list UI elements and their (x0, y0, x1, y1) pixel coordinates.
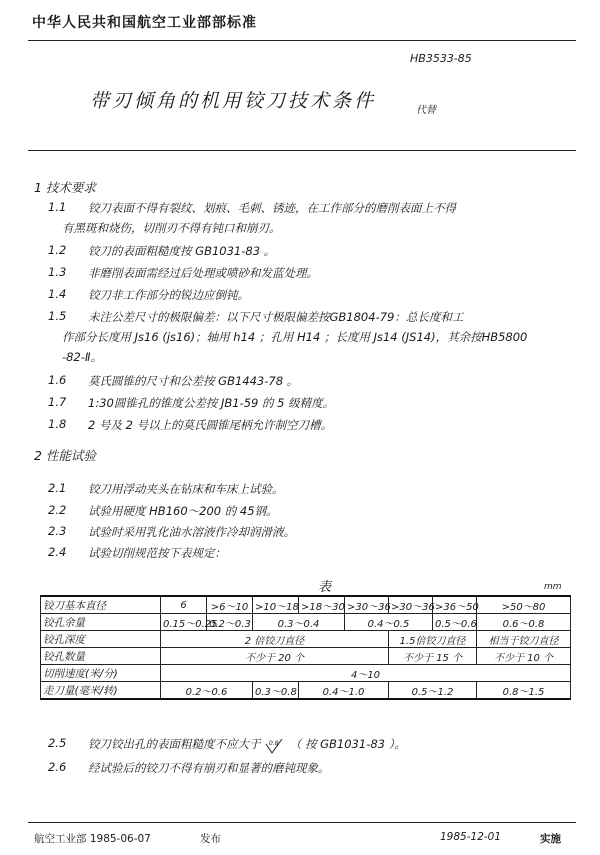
row-header: 铰孔余量 (41, 614, 161, 631)
section-heading: 2 性能试验 (34, 448, 96, 463)
table-cell: 不少于 10 个 (477, 648, 571, 665)
clause-text: 铰刀表面不得有裂纹、划痕、毛刺、锈迹，在工作部分的磨削表面上不得 (88, 201, 456, 215)
table-row (41, 648, 571, 665)
document-title: 带刃倾角的机用铰刀技术条件 (90, 90, 377, 112)
table-cell: 不少于 20 个 (161, 648, 389, 665)
clause-number: 1.8 (48, 417, 67, 431)
clause-text: 经试验后的铰刀不得有崩刃和显著的磨钝现象。 (88, 761, 330, 775)
clause-text-part: 铰刀铰出孔的表面粗糙度不应大于 (88, 737, 261, 751)
table-cell: >36～50 (433, 596, 477, 614)
table-cell: 0.4～1.0 (299, 682, 389, 700)
clause-number: 1.2 (48, 243, 67, 257)
clause-number: 1.5 (48, 309, 67, 323)
table-cell: 0.6～0.8 (477, 614, 571, 631)
table-cell: 1.5倍铰刀直径 (389, 631, 477, 648)
table-cell: >50～80 (477, 596, 571, 614)
table-caption: 表 (318, 580, 332, 595)
cutting-spec-table (40, 595, 571, 700)
roughness-value: 0.8 (269, 739, 279, 747)
clause-number: 1.7 (48, 395, 67, 409)
table-cell: 0.15～0.25 (161, 614, 207, 631)
clause-text-part: （ 按 GB1031-83 ）。 (289, 737, 406, 751)
table-cell: 0.5～0.6 (433, 614, 477, 631)
clause-text: 未注公差尺寸的极限偏差：以下尺寸极限偏差按GB1804-79：总长度和工 (88, 310, 464, 324)
row-header: 切削速度(米/分) (41, 665, 161, 682)
replaces-note: 代替 (416, 105, 436, 116)
table-cell: 0.2～0.6 (161, 682, 253, 700)
clause-number: 2.3 (48, 524, 67, 538)
clause-number: 2.5 (48, 736, 67, 750)
section-heading: 1 技术要求 (34, 180, 96, 195)
table-row (41, 596, 571, 614)
clause-number: 2.6 (48, 760, 67, 774)
row-header: 铰刀基本直径 (41, 596, 161, 614)
clause-text: 莫氏圆锥的尺寸和公差按 GB1443-78 。 (88, 374, 299, 388)
table-cell: 0.4～0.5 (345, 614, 433, 631)
clause-number: 1.4 (48, 287, 67, 301)
clause-text: 2 号及 2 号以上的莫氏圆锥尾柄允许制空刀槽。 (88, 418, 333, 432)
top-divider (28, 40, 576, 41)
table-cell: 0.2～0.3 (207, 614, 253, 631)
table-cell: 4～10 (161, 665, 571, 682)
clause-continuation: 作部分长度用 Js16 (js16)；轴用 h14 ；孔用 H14 ；长度用 Js14 (JS14)，其余按HB5800 (62, 330, 528, 344)
clause-number: 1.6 (48, 373, 67, 387)
table-row (41, 665, 571, 682)
clause-text: 试验切削规范按下表规定： (88, 546, 226, 560)
table-row (41, 631, 571, 648)
row-header: 走刀量(毫米/转) (41, 682, 161, 700)
table-cell: >30～36 (389, 596, 433, 614)
clause-text: 试验时采用乳化油水溶液作冷却润滑液。 (88, 525, 295, 539)
title-divider (28, 150, 576, 151)
clause-text: 铰刀的表面粗糙度按 GB1031-83 。 (88, 244, 276, 258)
table-cell: >18～30 (299, 596, 345, 614)
table-row (41, 614, 571, 631)
clause-number: 2.4 (48, 545, 67, 559)
clause-number: 1.1 (48, 200, 67, 214)
table-cell: 0.3～0.8 (253, 682, 299, 700)
clause-continuation: 有黑斑和烧伤，切削刃不得有钝口和崩刃。 (62, 221, 281, 235)
clause-text: 试验用硬度 HB160～200 的 45钢。 (88, 504, 278, 518)
table-cell: 0.5～1.2 (389, 682, 477, 700)
effective-label: 实施 (540, 833, 561, 845)
table-cell: 不少于 15 个 (389, 648, 477, 665)
clause-text (88, 736, 406, 754)
clause-continuation: -82-Ⅱ。 (62, 350, 103, 364)
table-cell: 0.3～0.4 (253, 614, 345, 631)
clause-text: 非磨削表面需经过后处理或喷砂和发蓝处理。 (88, 266, 318, 280)
table-cell: 0.8～1.5 (477, 682, 571, 700)
issue-label: 发布 (200, 833, 221, 845)
issuing-authority: 中华人民共和国航空工业部部标准 (32, 15, 257, 31)
footer-divider (28, 822, 576, 823)
table-cell: >10～18 (253, 596, 299, 614)
clause-number: 2.2 (48, 503, 67, 517)
clause-text: 1:30圆锥孔的锥度公差按 JB1-59 的 5 级精度。 (88, 396, 335, 410)
standard-code: HB3533-85 (410, 52, 472, 65)
table-cell: >30～36 (345, 596, 389, 614)
row-header: 铰孔数量 (41, 648, 161, 665)
roughness-symbol-icon (264, 738, 286, 754)
table-cell: 6 (161, 596, 207, 614)
table-unit: mm (544, 582, 562, 592)
effective-date: 1985-12-01 (440, 831, 502, 843)
row-header: 铰孔深度 (41, 631, 161, 648)
clause-number: 1.3 (48, 265, 67, 279)
clause-text: 铰刀用浮动夹头在钻床和车床上试验。 (88, 482, 284, 496)
table-cell: 2 倍铰刀直径 (161, 631, 389, 648)
issue-date: 航空工业部 1985-06-07 (34, 833, 151, 845)
clause-number: 2.1 (48, 481, 67, 495)
clause-text: 铰刀非工作部分的锐边应倒钝。 (88, 288, 249, 302)
table-row (41, 682, 571, 700)
table-cell: >6～10 (207, 596, 253, 614)
table-cell: 相当于铰刀直径 (477, 631, 571, 648)
